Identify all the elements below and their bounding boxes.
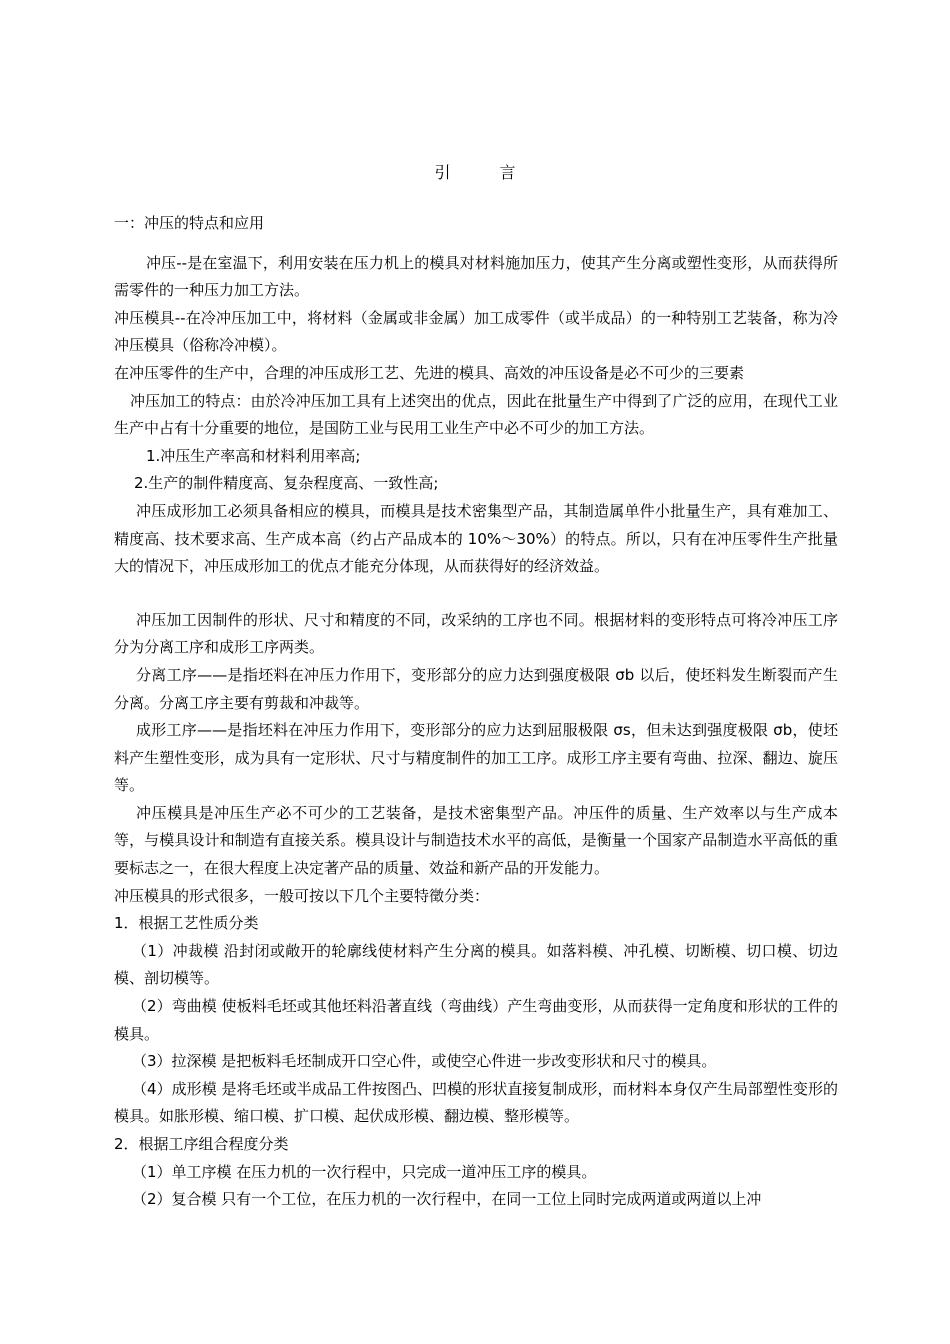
paragraph: 冲压加工因制件的形状、尺寸和精度的不同，改采纳的工序也不同。根据材料的变形特点可将冷冲压工序分为分离工序和成形工序两类。	[114, 610, 838, 657]
list-item: （2）复合模 只有一个工位，在压力机的一次行程中，在同一工位上同时完成两道或两道以上冲	[132, 1190, 762, 1209]
paragraph: 冲压模具是冲压生产必不可少的工艺装备，是技术密集型产品。冲压件的质量、生产效率以与生产成本等，与模具设计和制造有直接关系。模具设计与制造技术水平的高低，是衡量一个国家产品制造水平高低的重要标志之一，在很大程度上决定著产品的质量、效益和新产品的开发能力。	[114, 803, 838, 878]
paragraph: 分离工序——是指坯料在冲压力作用下，变形部分的应力达到强度极限 σb 以后，使坯料发生断裂而产生分离。分离工序主要有剪裁和冲裁等。	[114, 665, 838, 712]
paragraph: 冲压--是在室温下，利用安装在压力机上的模具对材料施加压力，使其产生分离或塑性变形，从而获得所需零件的一种压力加工方法。	[114, 253, 838, 300]
list-item: （1）冲裁模 沿封闭或敞开的轮廓线使材料产生分离的模具。如落料模、冲孔模、切断模、切口模、切边模、剖切模等。	[114, 941, 838, 988]
paragraph: 冲压成形加工必须具备相应的模具，而模具是技术密集型产品，其制造属单件小批量生产，具有难加工、精度高、技术要求高、生产成本高（约占产品成本的 10%～30%）的特点。所以，只有在冲压零件生产批量大的情况下，冲压成形加工的优点才能充分体现，从而获得好的经济效益。	[114, 501, 838, 576]
paragraph: 冲压模具--在冷冲压加工中，将材料（金属或非金属）加工成零件（或半成品）的一种特别工艺装备，称为冷冲压模具（俗称冷冲模）。	[114, 308, 838, 355]
list-item: （3）拉深模 是把板料毛坯制成开口空心件，或使空心件进一步改变形状和尺寸的模具。	[132, 1052, 717, 1071]
list-item: （4）成形模 是将毛坯或半成品工件按图凸、凹模的形状直接复制成形，而材料本身仅产生局部塑性变形的模具。如胀形模、缩口模、扩口模、起伏成形模、翻边模、整形模等。	[114, 1079, 838, 1126]
paragraph: 冲压加工的特点：由於冷冲压加工具有上述突出的优点，因此在批量生产中得到了广泛的应用，在现代工业生产中占有十分重要的地位，是国防工业与民用工业生产中必不可少的加工方法。	[114, 391, 838, 438]
paragraph: 成形工序——是指坯料在冲压力作用下，变形部分的应力达到屈服极限 σs，但未达到强度极限 σb，使坯料产生塑性变形，成为具有一定形状、尺寸与精度制件的加工工序。成形工序主要有弯曲、拉深、翻边、旋压等。	[114, 721, 838, 795]
page-title: 引 言	[434, 163, 538, 182]
paragraph: 在冲压零件的生产中，合理的冲压成形工艺、先进的模具、高效的冲压设备是必不可少的三要素	[114, 363, 745, 382]
list-item: （2）弯曲模 使板料毛坯或其他坯料沿著直线（弯曲线）产生弯曲变形，从而获得一定角度和形状的工件的模具。	[114, 997, 838, 1043]
list-item: 2.生产的制件精度高、复杂程度高、一致性高;	[134, 474, 439, 493]
subheading: 2．根据工序组合程度分类	[114, 1135, 289, 1153]
subheading: 1．根据工艺性质分类	[114, 914, 259, 933]
list-item: 1.冲压生产率高和材料利用率高;	[146, 446, 361, 465]
list-item: （1）单工序模 在压力机的一次行程中，只完成一道冲压工序的模具。	[132, 1162, 597, 1181]
document-body	[114, 210, 838, 1214]
section-heading: 一：冲压的特点和应用	[114, 214, 265, 232]
paragraph: 冲压模具的形式很多，一般可按以下几个主要特徵分类：	[114, 886, 490, 905]
